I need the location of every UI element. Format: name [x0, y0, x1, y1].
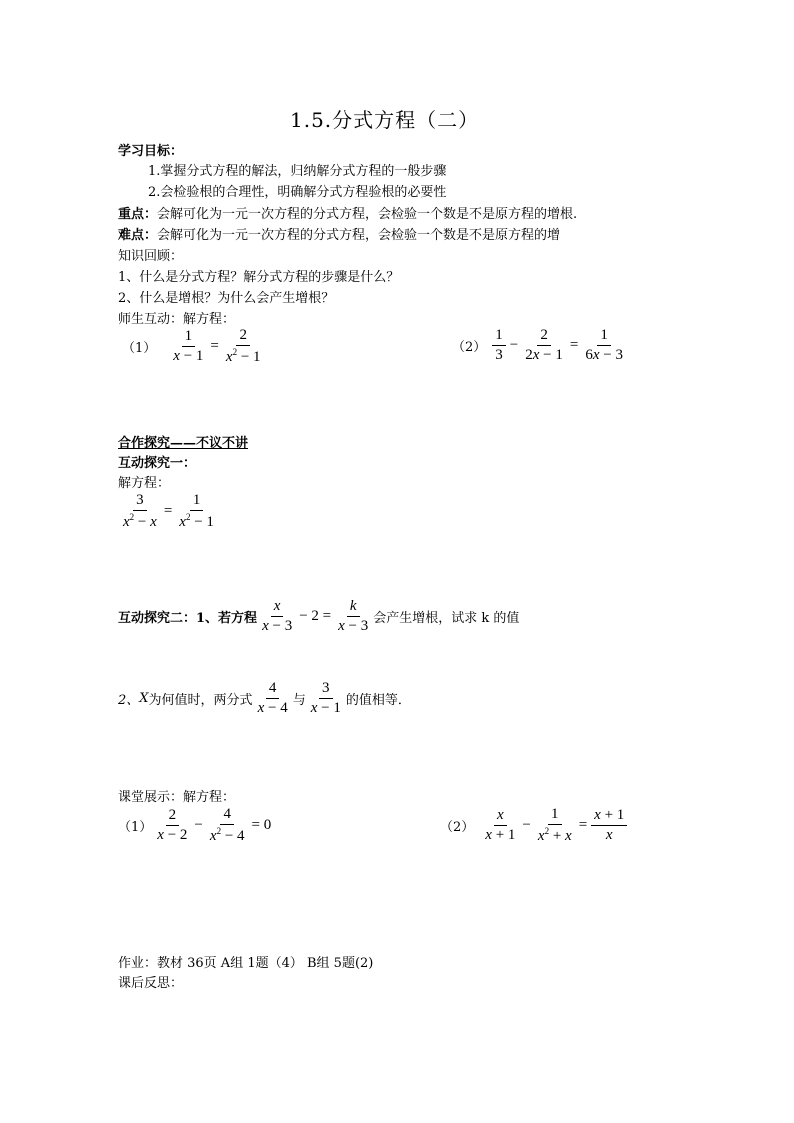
exploration-1-solve: 解方程： — [118, 476, 171, 491]
review-heading: 知识回顾： — [118, 249, 184, 264]
fraction: $\frac{1}{x - 1}$ — [173, 328, 204, 364]
class-equation-1-label: （1） — [118, 820, 153, 835]
goal-1: 1.掌握分式方程的解法，归纳解分式方程的一般步骤 — [148, 164, 447, 179]
reflection: 课后反思： — [118, 976, 184, 991]
page-title: 1.5.分式方程（二） — [290, 108, 480, 132]
cooperation-heading: 合作探究——不议不讲 — [118, 436, 249, 451]
class-equation-1: （1） $\frac{2}{x - 2}$ − $\frac{4}{x^2 - 4}$ = 0 — [118, 806, 272, 844]
class-equation-2: （2） $\frac{x}{x + 1}$ − $\frac{1}{x^2 + x}$ = $\frac{x + 1}{x}$ — [440, 806, 629, 845]
exploration-1-equation: $\frac{3}{x^2 - x}$ = $\frac{1}{x^2 - 1}$ — [118, 492, 219, 531]
fraction: $\frac{3}{x - 1}$ — [310, 680, 341, 716]
fraction: $\frac{1}{x^2 + x}$ — [537, 806, 572, 844]
exploration-2-suffix: 会产生增根，试求 k 的值 — [373, 611, 520, 626]
fraction: $\frac{2}{x - 2}$ — [157, 807, 188, 843]
equation-1: （1） $\frac{1}{x - 1}$ = $\frac{2}{x^2 - 1}$ — [122, 327, 266, 366]
exploration-1-heading: 互动探究一： — [118, 456, 197, 471]
fraction: $\frac{2}{x^2 - 1}$ — [225, 327, 261, 365]
fraction: $\frac{2}{2x - 1}$ — [525, 327, 563, 363]
fraction: $\frac{x}{x + 1}$ — [485, 807, 516, 843]
question-2-variable: X — [139, 691, 149, 706]
key-label: 重点： — [118, 207, 158, 222]
interaction-heading: 师生互动：解方程： — [118, 312, 236, 327]
question-2-suffix: 的值相等． — [345, 693, 411, 708]
fraction: $\frac{x}{x - 3}$ — [262, 598, 293, 634]
difficulty-text: 会解可化为一元一次方程的分式方程，会检验一个数是不是原方程的增 — [157, 228, 561, 243]
equation-2: （2） $\frac{1}{3}$ − $\frac{2}{2x - 1}$ = $\frac{1}{6x - 3}$ — [452, 327, 628, 364]
review-question-2: 2、什么是增根？为什么会产生增根？ — [118, 291, 335, 306]
goal-2: 2.会检验根的合理性，明确解分式方程验根的必要性 — [148, 185, 447, 200]
class-display-heading: 课堂展示：解方程： — [118, 790, 236, 805]
equation-1-label: （1） — [122, 341, 157, 356]
question-2-text: 为何值时，两分式 — [148, 693, 253, 708]
fraction: $\frac{1}{x^2 - 1}$ — [179, 492, 214, 530]
class-equation-2-label: （2） — [440, 820, 475, 835]
fraction: $\frac{4}{x^2 - 4}$ — [209, 806, 245, 844]
fraction: $\frac{k}{x - 3}$ — [338, 598, 369, 634]
fraction: $\frac{3}{x^2 - x}$ — [123, 492, 157, 530]
question-2-number: 2、 — [118, 693, 140, 708]
fraction: $\frac{1}{6x - 3}$ — [585, 327, 623, 363]
fraction: $\frac{x + 1}{x}$ — [591, 807, 627, 844]
question-2 — [118, 680, 411, 717]
difficult-points — [118, 224, 560, 243]
fraction: $\frac{4}{x - 4}$ — [257, 680, 288, 716]
exploration-2: 互动探究二： 1、若方程 $\frac{x}{x - 3}$ − 2 = $\frac{k}{x - 3}$ 会产生增根，试求 k 的值 — [118, 598, 520, 634]
key-points — [118, 203, 577, 222]
fraction: $\frac{1}{3}$ — [492, 327, 506, 364]
exploration-2-heading: 互动探究二： — [118, 611, 197, 626]
review-question-1: 1、什么是分式方程？解分式方程的步骤是什么？ — [118, 270, 400, 285]
question-2-and: 与 — [292, 693, 306, 708]
goals-heading: 学习目标： — [118, 144, 184, 159]
key-text: 会解可化为一元一次方程的分式方程，会检验一个数是不是原方程的增根. — [157, 207, 578, 222]
homework: 作业：教材 36页 A组 1题（4） B组 5题(2) — [118, 956, 374, 971]
difficulty-label: 难点： — [118, 228, 158, 243]
exploration-2-prefix: 1、若方程 — [196, 611, 258, 626]
equation-2-label: （2） — [452, 340, 487, 355]
